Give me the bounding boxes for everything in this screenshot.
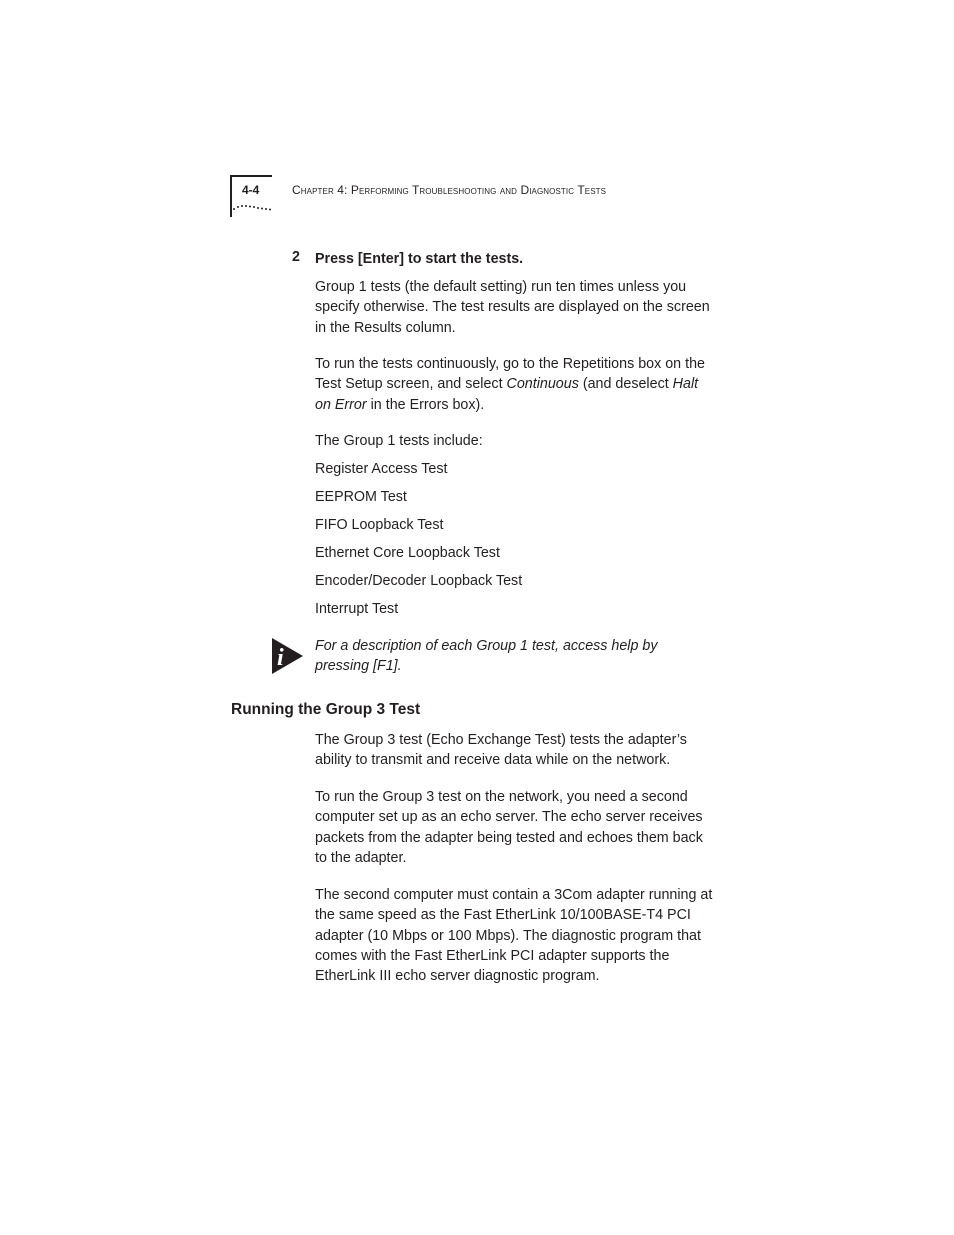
info-arrow-icon — [271, 637, 304, 675]
test-list-item: Ethernet Core Loopback Test — [315, 545, 500, 561]
test-list-item: Encoder/Decoder Loopback Test — [315, 573, 523, 589]
paragraph-group3-intro: The Group 3 test (Echo Exchange Test) tests the adapter’s ability to transmit and receive data while on the network. — [315, 732, 687, 769]
page-header — [230, 175, 710, 219]
test-list-item: FIFO Loopback Test — [315, 517, 444, 533]
paragraph-tests-intro: The Group 1 tests include: — [315, 433, 483, 449]
halt-on-error-term: Halt on Error — [315, 376, 699, 413]
step-instruction: Press [Enter] to start the tests. — [315, 251, 524, 267]
dotted-curve-icon — [232, 202, 276, 212]
step-number: 2 — [292, 249, 300, 265]
note-text: For a description of each Group 1 test, access help by pressing [F1]. — [315, 638, 658, 675]
paragraph-second-computer: The second computer must contain a 3Com adapter running at the same speed as the Fast EtherLink 10/100BASE-T4 PCI adapter (10 Mbps or 100 Mbps). The diagnostic program that comes with the Fast EtherLink PCI adapter supports the EtherLink III echo server diagnostic program. — [315, 887, 713, 985]
paragraph-echo-server: To run the Group 3 test on the network, you need a second computer set up as an echo server. The echo server receives packets from the adapter being tested and echoes them back to the adapter. — [315, 789, 703, 866]
text-run: (and deselect — [578, 376, 673, 393]
svg-text:i: i — [277, 645, 284, 671]
header-horizontal-rule — [230, 175, 272, 177]
text-run: To run the tests continuously, go to the Repetitions box on the Test Setup screen, and select — [315, 356, 705, 393]
section-heading: Running the Group 3 Test — [231, 701, 421, 718]
chapter-title: Chapter 4: Performing Troubleshooting and Diagnostic Tests — [292, 183, 607, 197]
test-list-item: Interrupt Test — [315, 601, 399, 617]
text-run: in the Errors box). — [366, 396, 485, 413]
test-list-item: Register Access Test — [315, 461, 448, 477]
test-list-item: EEPROM Test — [315, 489, 407, 505]
continuous-term: Continuous — [506, 376, 579, 393]
paragraph-continuous — [315, 354, 715, 415]
paragraph-group1-default: Group 1 tests (the default setting) run ten times unless you specify otherwise. The test results are displayed on the screen in the Results column. — [315, 279, 710, 336]
page-number: 4-4 — [242, 183, 260, 197]
